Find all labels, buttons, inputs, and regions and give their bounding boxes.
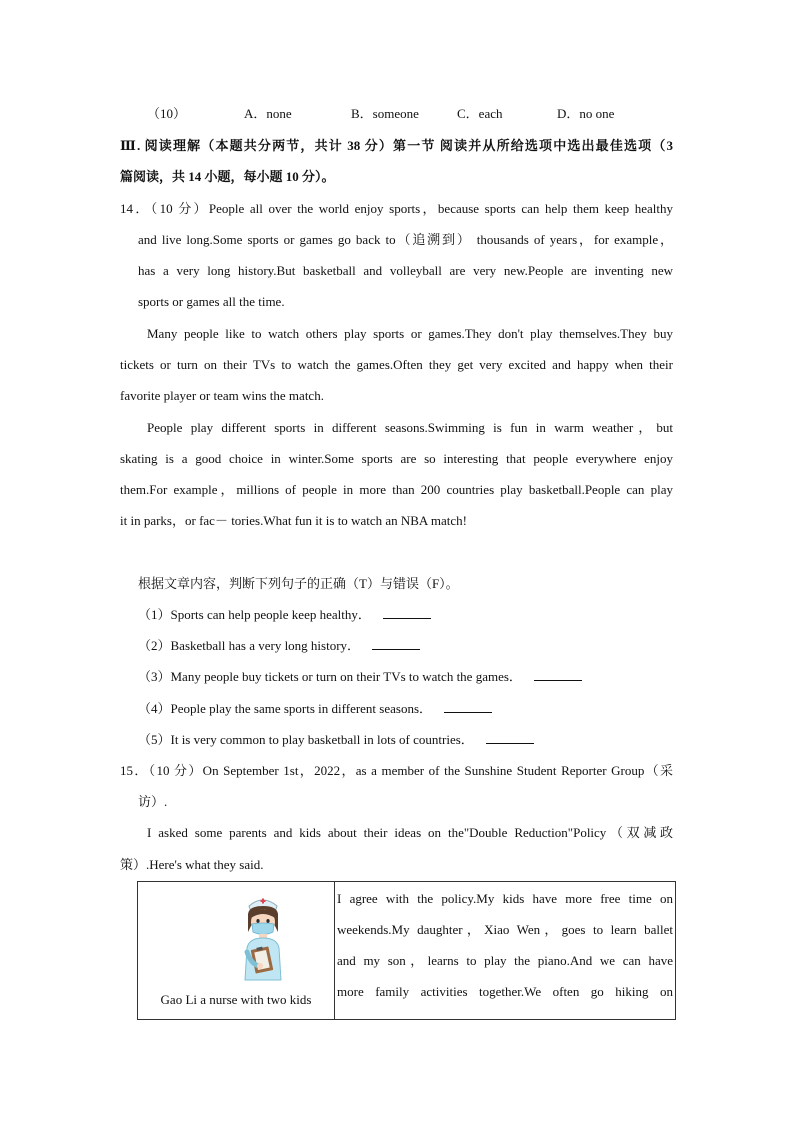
q14-para2-line3: favorite player or team wins the match. xyxy=(120,388,324,403)
section3-heading-line2: 篇阅读，共 14 小题，每小题 10 分）。 xyxy=(120,169,335,184)
q14-statement-3 xyxy=(138,667,582,687)
quote-line-3: and my son，learns to play the piano.And we can have xyxy=(337,953,673,968)
statement-text: （5）It is very common to play basketball in lots of countries． xyxy=(138,732,474,747)
q13-option-a: A．none xyxy=(244,106,292,121)
q14-para3-line2: skating is a good choice in winter.Some sports are so interesting that people everywhere enjoy xyxy=(120,451,673,466)
q14-para3-line1: People play different sports in different seasons.Swimming is fun in warm weather，but xyxy=(147,420,673,435)
statement-text: （1）Sports can help people keep healthy． xyxy=(138,607,371,622)
nurse-illustration xyxy=(233,892,293,982)
q15-para-line1: I asked some parents and kids about their ideas on the"Double Reduction"Policy（双减政 xyxy=(147,825,673,840)
answer-blank[interactable] xyxy=(534,668,582,681)
q14-instruction: 根据文章内容，判断下列句子的正确（T）与错误（F）。 xyxy=(138,576,459,591)
q14-para1-line1: 14．（10 分）People all over the world enjoy sports，because sports can help them keep healthy xyxy=(120,201,673,216)
q14-statement-5 xyxy=(138,730,534,750)
q13-option-c: C．each xyxy=(457,106,503,121)
q14-statement-4 xyxy=(138,699,492,719)
q15-para-line2: 策）.Here's what they said. xyxy=(120,857,264,872)
person-cell xyxy=(138,882,335,1020)
q14-para3-line4: it in parks，or fac－ tories.What fun it is to watch an NBA match! xyxy=(120,513,467,528)
q15-intro-line2: 访）. xyxy=(138,794,168,809)
quote-line-4: more family activities together.We often go hiking on xyxy=(337,984,673,999)
q15-opinion-table xyxy=(137,881,676,1020)
table-row xyxy=(138,882,676,1020)
q14-statement-2 xyxy=(138,636,420,656)
q14-para3-line3: them.For example，millions of people in more than 200 countries play basketball.People can play xyxy=(120,482,673,497)
q14-para2-line2: tickets or turn on their TVs to watch the games.Often they get very excited and happy when their xyxy=(120,357,673,372)
q14-para1-line2: and live long.Some sports or games go back to（追溯到） thousands of years，for example， xyxy=(138,232,673,247)
q14-para2-line1: Many people like to watch others play sports or games.They don't play themselves.They buy xyxy=(147,326,673,341)
answer-blank[interactable] xyxy=(444,700,492,713)
q13-option-b: B．someone xyxy=(351,106,419,121)
q13-number: （10） xyxy=(147,106,187,121)
answer-blank[interactable] xyxy=(383,606,431,619)
q13-option-d: D．no one xyxy=(557,106,615,121)
quote-line-1: I agree with the policy.My kids have more free time on xyxy=(337,891,673,906)
answer-blank[interactable] xyxy=(486,731,534,744)
q15-intro-line1: 15．（10 分）On September 1st，2022，as a member of the Sunshine Student Reporter Group（采 xyxy=(120,763,673,778)
q14-para1-line3: has a very long history.But basketball and volleyball are very new.People are inventing new xyxy=(138,263,673,278)
quote-cell xyxy=(335,882,676,1020)
person-caption: Gao Li a nurse with two kids xyxy=(160,992,312,1007)
section3-heading-line1: Ⅲ. 阅读理解（本题共分两节，共计 38 分）第一节 阅读并从所给选项中选出最佳选项（3 xyxy=(120,138,673,153)
statement-text: （4）People play the same sports in different seasons． xyxy=(138,701,433,716)
statement-text: （3）Many people buy tickets or turn on their TVs to watch the games． xyxy=(138,669,522,684)
statement-text: （2）Basketball has a very long history． xyxy=(138,638,361,653)
answer-blank[interactable] xyxy=(372,637,420,650)
q14-para1-line4: sports or games all the time. xyxy=(138,294,285,309)
q14-statement-1 xyxy=(138,605,431,625)
quote-line-2: weekends.My daughter，Xiao Wen，goes to learn ballet xyxy=(337,922,673,937)
